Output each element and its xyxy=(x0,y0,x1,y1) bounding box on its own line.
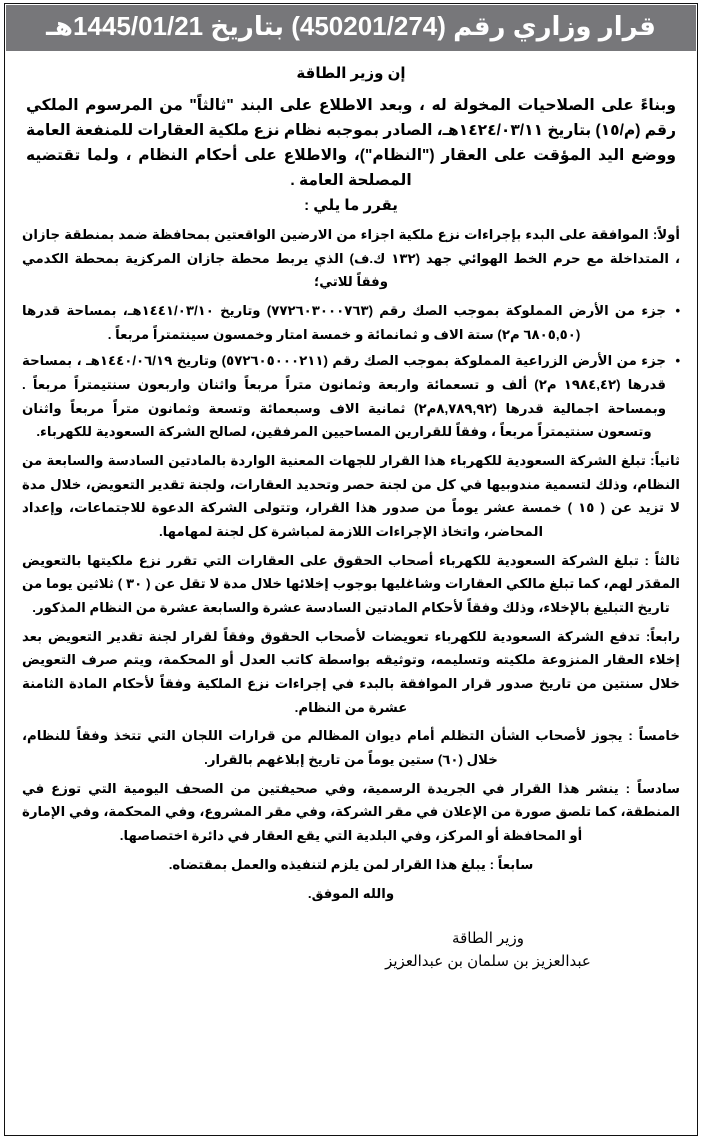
clause-third: ثالثاً : تبلغ الشركة السعودية للكهرباء أصحاب الحقوق على العقارات التي تقرر نزع ملكيتها بالتعويض المقدَر لهم، كما تبلغ مالكي العقارات وشاغليها بوجوب إخلائها خلال مدة لا تقل عن ( ٣٠ ) ثلاثين يوما من تاريخ التبليغ بالإخلاء، وذلك وفقاً لأحكام المادتين السادسة عشرة والسابعة عشرة من النظام المذكور. xyxy=(22,552,680,615)
closing-invocation: والله الموفق. xyxy=(307,886,395,902)
property-list xyxy=(22,299,680,444)
clause-fifth: خامساً : يجوز لأصحاب الشأن التظلم أمام ديوان المظالم من قرارات اللجان التي تتخذ وفقاً للنظام، خلال (٦٠) ستين يوماً من تاريخ إبلاغهم بالقرار. xyxy=(22,728,680,767)
preamble-paragraph: وبناءً على الصلاحيات المخولة له ، وبعد الاطلاع على البند "ثالثاً" من المرسوم الملكي رقم (م/١٥) بتاريخ ١٤٢٤/٠٣/١١هـ، الصادر بموجبه نظام نزع ملكية العقارات للمنفعة العامة ووضع اليد المؤقت على العقار ("النظام")، والاطلاع على أحكام النظام ، ولما تقتضيه المصلحة العامة . xyxy=(26,96,676,190)
signature-block xyxy=(338,928,638,973)
list-item: • جزء من الأرض الزراعية المملوكة بموجب الصك رقم (٥٧٢٦٠٥٠٠٠٢١١) وتاريخ ١٤٤٠/٠٦/١٩هـ ، بمساحة قدرها (١٩٨٤,٤٢ م٢) ألف و تسعمائة واربعة وثمانون متراً مربعاً واثنان واربعون سنتيمتراً مربعاً . وبمساحة اجمالية قدرها (٨,٧٨٩,٩٢م٢) ثمانية الاف وسبعمائة وتسعة وثمانون متراً مربعاً واثنان وتسعون سنتيمتراً مربعاً ، وفقاً للقرارين المساحيين المرفقين، لصالح الشركة السعودية للكهرباء. xyxy=(22,349,680,444)
clause-sixth: سادساً : ينشر هذا القرار في الجريدة الرسمية، وفي صحيفتين من الصحف اليومية التي توزع في المنطقة، كما تلصق صورة من الإعلان في مقر الشركة، وفي مقر المشروع، وفي المحكمة، وفي الإمارة أو المحافظة أو المركز، وفي البلدية التي يقع العقار في دائرة اختصاصها. xyxy=(22,780,680,843)
decree-title: قرار وزاري رقم (450201/274) بتاريخ 1445/01/21هـ xyxy=(46,11,656,41)
decree-header-bar xyxy=(6,5,696,51)
list-item: • جزء من الأرض المملوكة بموجب الصك رقم (٧٧٢٦٠٣٠٠٠٧٦٣) وتاريخ ١٤٤١/٠٣/١٠هـ، بمساحة قدرها (٦٨٠٥,٥٠ م٢) ستة الاف و ثمانمائة و خمسة امتار وخمسون سينتمتراً مربعاً . xyxy=(22,299,680,346)
decides-label: يقرر ما يلي : xyxy=(304,197,398,215)
issuing-authority-line: إن وزير الطاقة xyxy=(296,65,406,83)
signatory-title: وزير الطاقة xyxy=(452,930,524,948)
clause-first: أولاً: الموافقة على البدء بإجراءات نزع ملكية اجزاء من الارضين الواقعتين بمحافظة ضمد بمنطقة جازان ، المتداخلة مع حرم الخط الهوائي جهد (١٣٢ ك.ف) الذي يربط محطة جازان المركزية بمحطة الكدمي وفقاً للاتي؛ xyxy=(22,227,680,290)
clause-second: ثانياً: تبلغ الشركة السعودية للكهرباء هذا القرار للجهات المعنية الواردة بالمادتين السادسة والسابعة من النظام، وذلك لتسمية مندوبيها في كل من لجنة حصر وتحديد العقارات، ولجنة تقدير التعويض، خلال مدة لا تزيد عن ( ١٥ ) خمسة عشر يوماً من صدور هذا القرار، وتتولى الشركة الدعوة للاجتماعات، وإعداد المحاضر، واتخاذ الإجراءات اللازمة لمباشرة كل لجنة لمهامها. xyxy=(22,453,680,539)
clause-seventh: سابعاً : يبلغ هذا القرار لمن يلزم لتنفيذه والعمل بمقتضاه. xyxy=(168,856,534,872)
clause-fourth: رابعاً: تدفع الشركة السعودية للكهرباء تعويضات لأصحاب الحقوق وفقاً لقرار لجنة تقدير التعويض بعد إخلاء العقار المنزوعة ملكيته وتسليمه، وتوثيقه بواسطة كاتب العدل أو المحكمة، ويتم صرف التعويض خلال سنتين من تاريخ صدور قرار الموافقة بالبدء في إجراءات نزع الملكية وفقاً لأحكام المادة الثامنة عشرة من النظام. xyxy=(22,628,680,715)
signatory-name: عبدالعزيز بن سلمان بن عبدالعزيز xyxy=(385,952,591,970)
document-body xyxy=(0,51,702,979)
